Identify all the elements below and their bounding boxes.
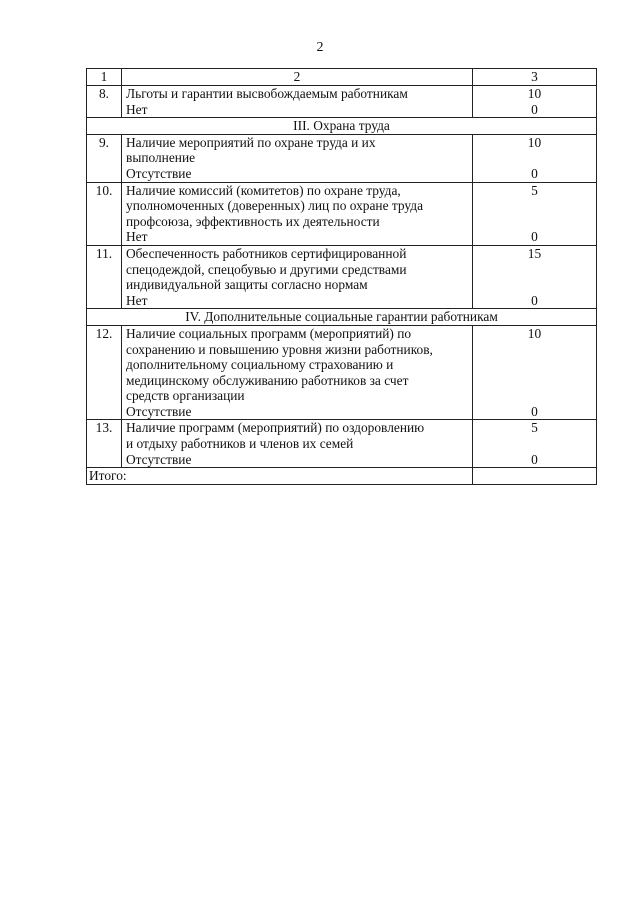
- page-number: 2: [316, 40, 324, 55]
- criterion-cell: [122, 134, 473, 182]
- criterion-alternative: Нет: [126, 101, 148, 117]
- row-number: 11.: [87, 245, 122, 308]
- score-max: 15: [527, 245, 542, 261]
- criterion-text-line: дополнительному социальному страхованию и: [126, 357, 394, 373]
- score-cell: [473, 182, 597, 245]
- criterion-text-line: сохранению и повышению уровня жизни работников,: [126, 341, 433, 357]
- criterion-text-line: Обеспеченность работников сертифицированной: [126, 245, 407, 261]
- criterion-text-line: медицинскому обслуживанию работников за счет: [126, 372, 409, 388]
- section-title: III. Охрана труда: [87, 118, 597, 135]
- table-row: [87, 86, 597, 118]
- criteria-table: [86, 68, 597, 485]
- criterion-text-line: и отдыху работников и членов их семей: [126, 436, 354, 452]
- score-min: 0: [531, 165, 538, 181]
- criterion-alternative: Нет: [126, 229, 148, 245]
- total-row: [87, 468, 597, 485]
- score-max: 10: [527, 325, 542, 341]
- criterion-text-line: Наличие мероприятий по охране труда и их: [126, 134, 376, 150]
- score-cell: [473, 134, 597, 182]
- score-cell: [473, 86, 597, 118]
- total-value: [473, 468, 597, 485]
- criterion-text-line: уполномоченных (доверенных) лиц по охране труда: [126, 198, 424, 214]
- criterion-text-line: Наличие социальных программ (мероприятий) по: [126, 325, 412, 341]
- score-min: 0: [531, 101, 538, 117]
- score-max: 10: [527, 86, 542, 101]
- criterion-text-line: Наличие программ (мероприятий) по оздоровлению: [126, 420, 425, 436]
- section-header-row: [87, 309, 597, 326]
- criterion-text-line: выполнение: [126, 150, 196, 166]
- row-number: 13.: [87, 420, 122, 468]
- criterion-cell: [122, 182, 473, 245]
- score-max: 10: [527, 134, 542, 150]
- table-row: [87, 245, 597, 308]
- criterion-text-line: спецодеждой, спецобувью и другими средствами: [126, 261, 407, 277]
- criterion-cell: [122, 86, 473, 118]
- criterion-alternative: Отсутствие: [126, 451, 192, 467]
- criterion-alternative: Отсутствие: [126, 403, 192, 419]
- criterion-alternative: Отсутствие: [126, 165, 192, 181]
- header-col-3: 3: [473, 69, 597, 86]
- criterion-alternative: Нет: [126, 292, 148, 308]
- criterion-text-line: профсоюза, эффективность их деятельности: [126, 213, 380, 229]
- criterion-text-line: Льготы и гарантии высвобождаемым работникам: [126, 86, 408, 101]
- criterion-cell: [122, 245, 473, 308]
- criterion-text-line: средств организации: [126, 388, 245, 404]
- criterion-text-line: Наличие комиссий (комитетов) по охране труда,: [126, 182, 401, 198]
- score-max: 5: [531, 420, 538, 436]
- score-min: 0: [531, 292, 538, 308]
- score-cell: [473, 420, 597, 468]
- table-row: [87, 134, 597, 182]
- criterion-cell: [122, 420, 473, 468]
- score-cell: [473, 245, 597, 308]
- score-min: 0: [531, 229, 538, 245]
- row-number: 12.: [87, 325, 122, 420]
- criterion-cell: [122, 325, 473, 420]
- section-header-row: [87, 118, 597, 135]
- header-col-1: 1: [87, 69, 122, 86]
- header-col-2: 2: [122, 69, 473, 86]
- score-max: 5: [531, 182, 538, 198]
- score-cell: [473, 325, 597, 420]
- table-header-row: [87, 69, 597, 86]
- table-row: [87, 420, 597, 468]
- section-title: IV. Дополнительные социальные гарантии работникам: [87, 309, 597, 326]
- score-min: 0: [531, 403, 538, 419]
- row-number: 8.: [87, 86, 122, 118]
- total-label: Итого:: [87, 468, 473, 485]
- criterion-text-line: индивидуальной защиты согласно нормам: [126, 277, 368, 293]
- table-row: [87, 182, 597, 245]
- score-min: 0: [531, 451, 538, 467]
- row-number: 10.: [87, 182, 122, 245]
- row-number: 9.: [87, 134, 122, 182]
- table-row: [87, 325, 597, 420]
